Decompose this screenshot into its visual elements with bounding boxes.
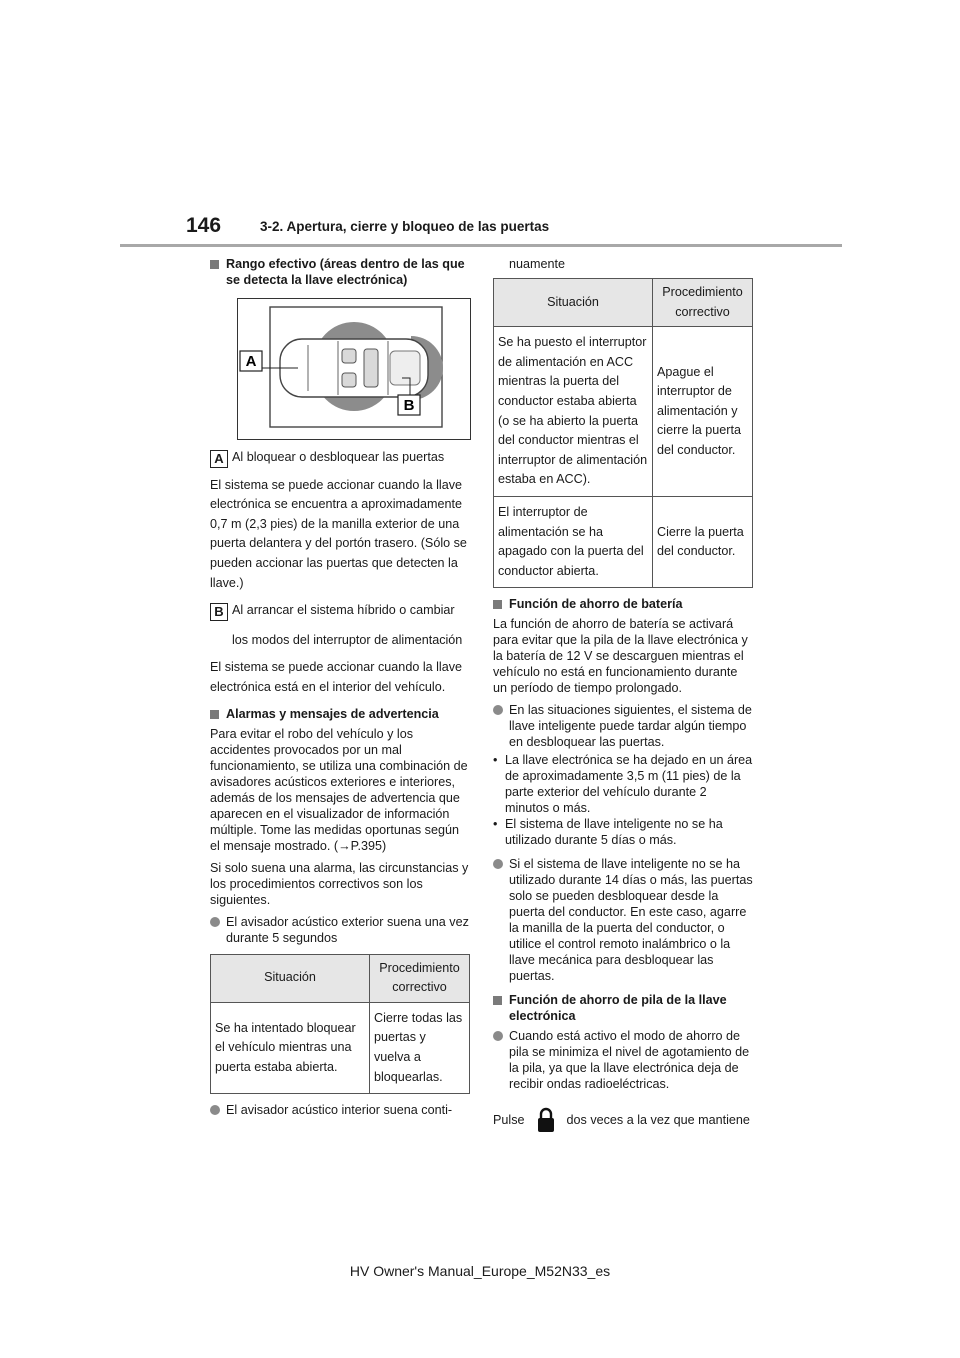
battery-saving-paragraph: La función de ahorro de batería se activará para evitar que la pila de la llave electrónica y la batería de 12 V se descarguen mientras el vehículo no está en funcionamiento durante un período de tiempo prolongado. [493,617,748,696]
circle-bullet-icon [493,705,503,715]
exterior-buzzer-item: El avisador acústico exterior suena una vez durante 5 segundos [210,914,470,946]
circle-bullet-icon [493,1031,503,1041]
pulse-instruction [493,1106,753,1134]
exterior-buzzer-table [210,954,470,1095]
circle-bullet-icon [493,859,503,869]
key-battery-saving-item: Cuando está activo el modo de ahorro de pila se minimiza el nivel de agotamiento de la pila, ya que la llave electrónica deja de recibir ondas radioeléctricas. [493,1028,753,1092]
diagram-label-b: B [403,397,415,414]
square-bullet-icon [493,600,502,609]
table-row [494,327,753,497]
alarm-heading: Alarmas y mensajes de advertencia [210,706,470,722]
battery-saving-heading: Función de ahorro de batería [493,596,753,612]
pulse-text-after: dos veces a la vez que mantiene [566,1113,750,1128]
bullet-dot-icon: • [493,817,498,832]
battery-item-1: En las situaciones siguientes, el sistema de llave inteligente puede tardar algún tiempo en desbloquear las puertas. [493,702,753,750]
label-a-marker: A [210,450,228,468]
label-b-text: Al arrancar el sistema híbrido o cambiar [232,603,455,618]
square-bullet-icon [493,996,502,1005]
seat-rear [364,349,378,387]
page-number: 146 [186,214,222,237]
alarm-paragraph-2: Si solo suena una alarma, las circunstancias y los procedimientos correctivos son los siguientes. [210,860,469,907]
circle-bullet-icon [210,1105,220,1115]
square-bullet-icon [210,710,219,719]
square-bullet-icon [210,260,219,269]
table-header-situation: Situación [494,279,653,327]
section-title: 3-2. Apertura, cierre y bloqueo de las puertas [260,219,550,234]
interior-buzzer-table [493,278,753,588]
table-cell: Apague el interruptor de alimentación y cierre la puerta del conductor. [653,327,753,497]
cargo-area [390,351,420,385]
seat-front-left [342,349,356,363]
footer-manual-id: HV Owner's Manual_Europe_M52N33_es [349,1263,611,1279]
interior-buzzer-continued: nuamente [509,257,566,271]
range-heading: Rango efectivo (áreas dentro de las que se detecta la llave electrónica) [210,256,470,288]
seat-front-right [342,373,356,387]
key-range-diagram [237,298,471,440]
table-header-situation: Situación [211,954,370,1002]
pulse-text: Pulse [493,1113,525,1128]
interior-buzzer-item: El avisador acústico interior suena conti- [210,1102,470,1118]
label-b-paragraph: El sistema se puede accionar cuando la llave electrónica está en el interior del vehículo. [210,660,463,694]
right-column [493,256,753,1134]
bullet-dot-icon: • [493,753,498,768]
header-rule [120,244,842,247]
list-item: • El sistema de llave inteligente no se ha utilizado durante 5 días o más. [493,817,723,848]
label-a-text: Al bloquear o desbloquear las puertas [232,450,445,464]
table-cell: Se ha puesto el interruptor de alimentación en ACC mientras la puerta del conductor estaba abierta (o se ha abierto la puerta del conductor mientras el interruptor de alimentación estaba en ACC). [494,327,653,497]
table-cell: Cierre todas las puertas y vuelva a bloquearlas. [370,1002,470,1093]
label-b-marker: B [210,603,228,621]
key-battery-saving-heading: Función de ahorro de pila de la llave electrónica [493,992,753,1024]
table-header-procedure: Procedimiento correctivo [653,279,753,327]
battery-item-2: Si el sistema de llave inteligente no se ha utilizado durante 14 días o más, las puertas solo se pueden desbloquear desde la puerta del conductor. En este caso, agarre la manilla de la puerta del conductor, o utilice el control remoto inalámbrico o la llave mecánica para desbloquear las puertas. [493,856,753,984]
lock-icon [535,1106,557,1134]
table-row [211,1002,470,1093]
table-cell: El interruptor de alimentación se ha apagado con la puerta del conductor abierta. [494,496,653,587]
table-row [494,496,753,587]
label-a-line [210,448,470,468]
label-b-line [210,601,470,650]
alarm-paragraph: Para evitar el robo del vehículo y los accidentes provocados por un mal funcionamiento, se utiliza una combinación de avisadores acústicos exteriores e interiores, además de los mensajes de advertencia que aparecen en el visualizador de información múltiple. Tome las medidas oportunas según el mensaje mostrado. (→P.395) [210,726,468,853]
left-column [210,256,470,1126]
diagram-label-a: A [245,353,257,370]
car-top-view-figure [238,299,470,439]
table-cell: Se ha intentado bloquear el vehículo mientras una puerta estaba abierta. [211,1002,370,1093]
table-cell: Cierre la puerta del conductor. [653,496,753,587]
list-item: • La llave electrónica se ha dejado en un área de aproximadamente 3,5 m (11 pies) de la parte exterior del vehículo durante 2 minutos o más. [493,753,753,816]
label-a-paragraph: El sistema se puede accionar cuando la llave electrónica se encuentra a aproximadamente 0,7 m (2,3 pies) de la manilla exterior de una puerta delantera y del portón trasero. (Sólo se pueden accionar las puertas que detecten la llave.) [210,477,467,590]
table-header-procedure: Procedimiento correctivo [370,954,470,1002]
label-b-text-continued: los modos del interruptor de alimentación [232,632,463,647]
circle-bullet-icon [210,917,220,927]
